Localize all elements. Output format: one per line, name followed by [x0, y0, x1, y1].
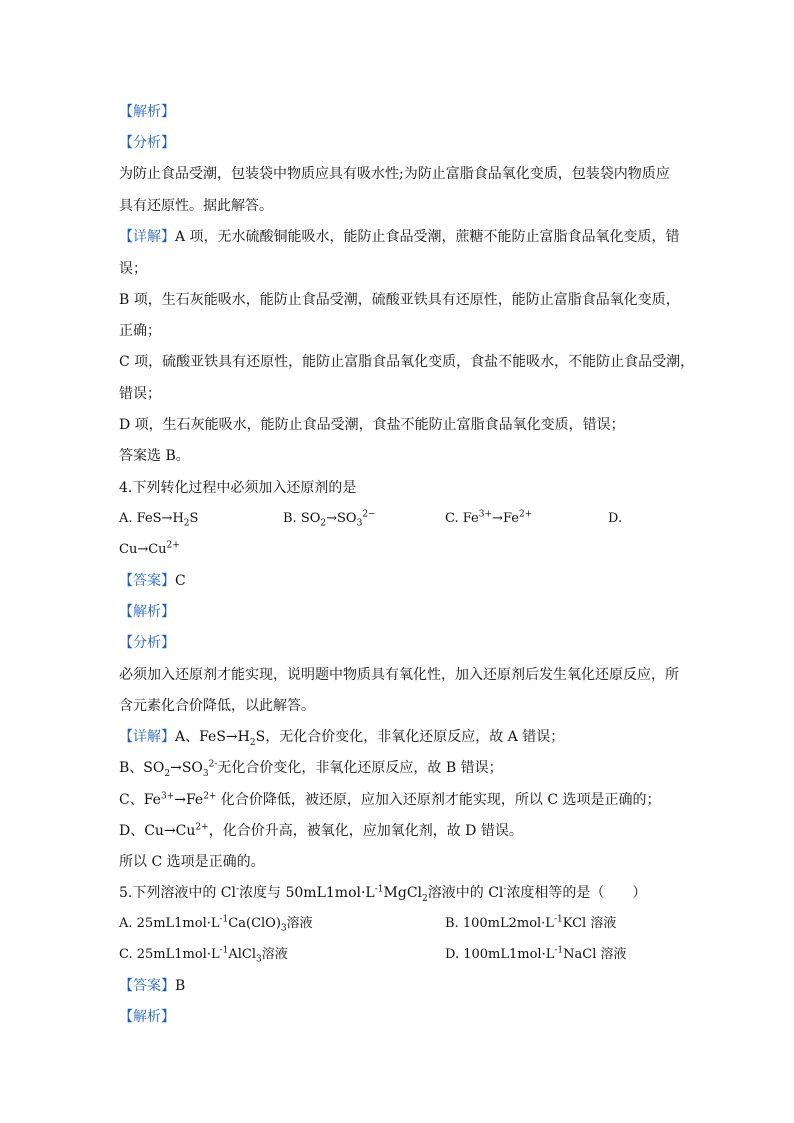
q4-tag-xiangjie: 【详解】 [119, 729, 175, 745]
q5-answer [119, 976, 185, 996]
answer-tag: 【答案】 [119, 573, 175, 589]
q5-option-d: D. $100mL1mol\cdot L^{-1}NaCl$ 溶液 [445, 945, 627, 962]
q3-detail-b-line-1: B 项，生石灰能吸水，能防止食品受潮，硫酸亚铁具有还原性，能防止富脂食品氧化变质， [119, 292, 680, 308]
q4-detail-a: 【详解】A、$FeS\to H_2S$，无化合价变化，非氧化还原反应，故 A 错误； [119, 729, 565, 748]
q4-option-d: $Cu\to Cu^{2+}$ [119, 540, 180, 557]
q4-tag-fenxi: 【分析】 [119, 635, 175, 651]
q5-answer-value: B [175, 978, 186, 994]
q4-option-d-label: D. [608, 511, 623, 526]
q3-analysis-line-2: 具有还原性。据此解答。 [119, 198, 273, 214]
q5-stem: 5.下列溶液中的 Cl-浓度与 $50mL1mol\cdot L^{-1}MgCl_2$溶液中的 Cl-浓度相等的是（ ） [119, 884, 647, 904]
q3-detail-b-line-2: 正确； [119, 323, 161, 339]
q5-tag-jiexi: 【解析】 [119, 1009, 175, 1025]
q4-detail-d: D、$Cu\to Cu^{2+}$，化合价升高，被氧化，应加氧化剂，故 D 错误。 [119, 822, 523, 839]
q4-analysis-line-2: 含元素化合价降低，以此解答。 [119, 698, 315, 714]
q3-detail-a-text: A 项，无水硫酸铜能吸水，能防止食品受潮，蔗糖不能防止富脂食品氧化变质，错 [175, 229, 680, 245]
q4-conclusion: 所以 C 选项是正确的。 [119, 854, 265, 870]
q5-option-c: C. $25mL1mol\cdot L^{-1}AlCl_3$溶液 [119, 945, 288, 965]
q5-answer-tag: 【答案】 [119, 978, 175, 994]
q3-detail-a-line-2: 误； [119, 261, 147, 277]
q4-answer-value: C [175, 573, 186, 589]
q4-stem: 4.下列转化过程中必须加入还原剂的是 [119, 480, 357, 496]
q3-detail-a-line-1 [119, 227, 680, 247]
q4-tag-jiexi: 【解析】 [119, 604, 175, 620]
q4-answer [119, 571, 186, 591]
q4-analysis-line-1: 必须加入还原剂才能实现，说明题中物质具有氧化性，加入还原剂后发生氧化还原反应，所 [119, 667, 679, 683]
q4-option-b: B. $SO_2\to SO_3^{2-}$ [283, 509, 376, 529]
section-tag-fenxi: 【分析】 [119, 135, 175, 151]
section-tag-jiexi: 【解析】 [119, 104, 175, 120]
q3-detail-c-line-1: C 项，硫酸亚铁具有还原性，能防止富脂食品氧化变质，食盐不能吸水，不能防止食品受潮， [119, 354, 695, 370]
q3-conclusion: 答案选 B。 [119, 448, 190, 464]
section-tag-xiangjie: 【详解】 [119, 229, 175, 245]
q5-option-b: B. $100mL2mol\cdot L^{-1}KCl$ 溶液 [445, 914, 617, 931]
q4-detail-b: B、$SO_2\to SO_3^{2-}$无化合价变化，非氧化还原反应，故 B 错误； [119, 759, 503, 779]
q4-option-c: C. $Fe^{3+}\to Fe^{2+}$ [445, 509, 533, 526]
q3-analysis-line-1: 为防止食品受潮，包装袋中物质应具有吸水性;为防止富脂食品氧化变质，包装袋内物质应 [119, 166, 670, 182]
q3-detail-d: D 项，生石灰能吸水，能防止食品受潮，食盐不能防止富脂食品氧化变质，错误； [119, 417, 625, 433]
q4-detail-c: C、$Fe^{3+}\to Fe^{2+}$ 化合价降低，被还原，应加入还原剂才能实现，所以 C 选项是正确的； [119, 791, 661, 808]
q3-detail-c-line-2: 错误； [119, 386, 161, 402]
q5-option-a: A. $25mL1mol\cdot L^{-1}Ca(ClO)_3$溶液 [119, 914, 313, 934]
q4-option-a: A. $FeS\to H_2S$ [119, 511, 199, 529]
